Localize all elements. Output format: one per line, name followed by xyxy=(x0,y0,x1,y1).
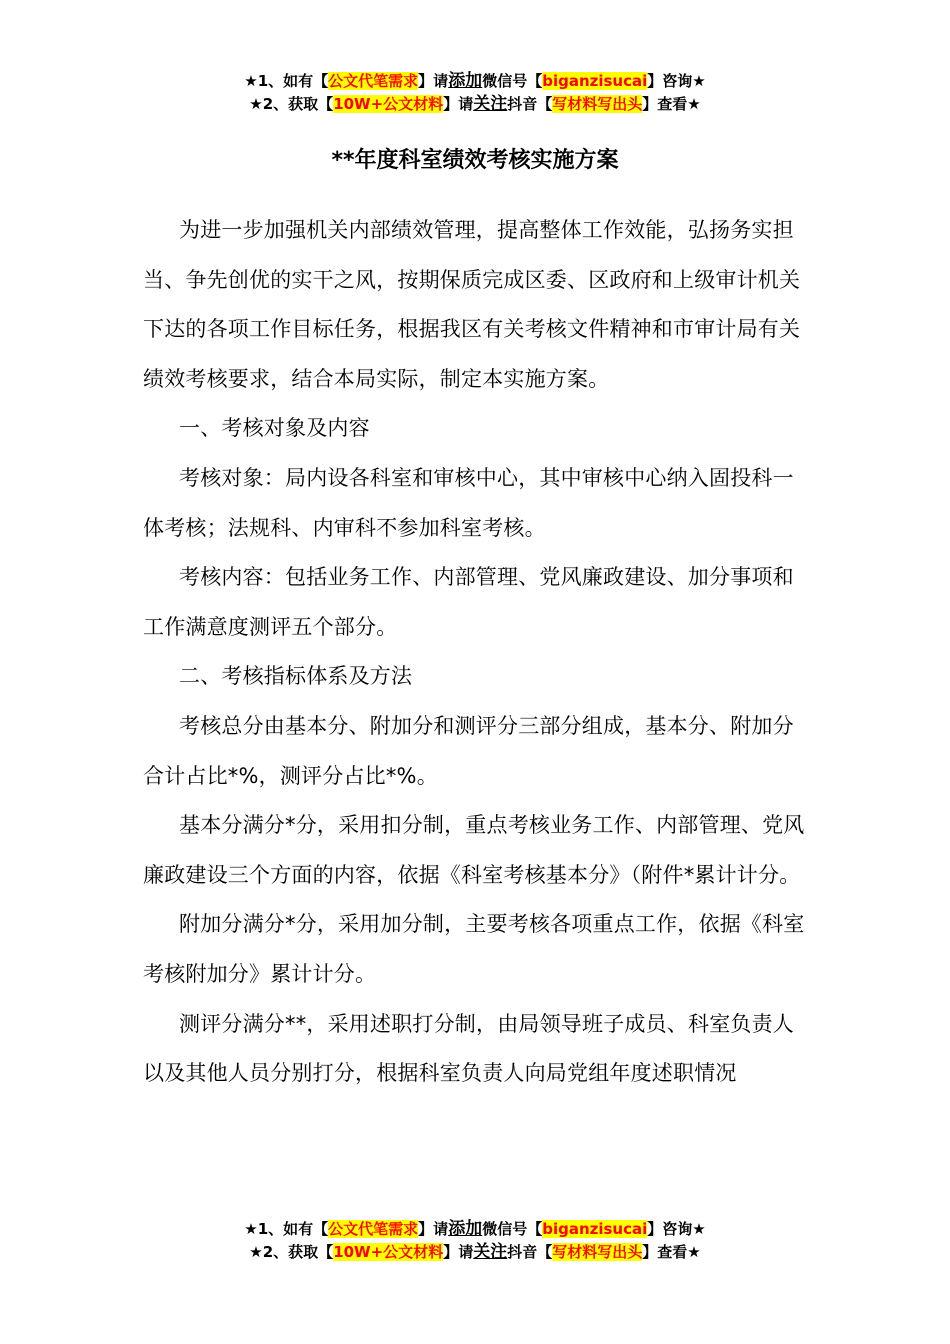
paragraph: 附加分满分*分，采用加分制，主要考核各项重点工作，依据《科室考核附加分》累计计分。 xyxy=(143,912,805,986)
document-body xyxy=(143,206,807,1099)
highlight-text: 10W+公文材料 xyxy=(333,1243,444,1261)
banner-line-2: ★2、获取【10W+公文材料】请关注抖音【写材料写出头】查看★ xyxy=(249,94,701,114)
highlight-text: 公文代笔需求 xyxy=(328,72,419,90)
paragraph: 考核内容：包括业务工作、内部管理、党风廉政建设、加分事项和工作满意度测评五个部分。 xyxy=(143,565,794,639)
wechat-id: biganzisucai xyxy=(542,1220,648,1238)
highlight-text: 公文代笔需求 xyxy=(328,1220,419,1238)
banner-line-1: ★1、如有【公文代笔需求】请添加微信号【biganzisucai】咨询★ xyxy=(244,71,706,91)
section-heading: 二、考核指标体系及方法 xyxy=(179,664,413,689)
bottom-banner xyxy=(0,1218,950,1264)
highlight-text: 10W+公文材料 xyxy=(333,95,444,113)
paragraph: 测评分满分**，采用述职打分制，由局领导班子成员、科室负责人以及其他人员分别打分，根据科室负责人向局党组年度述职情况 xyxy=(143,1011,794,1086)
paragraph: 为进一步加强机关内部绩效管理，提高整体工作效能，弘扬务实担当、争先创优的实干之风，按期保质完成区委、区政府和上级审计机关下达的各项工作目标任务，根据我区有关考核文件精神和市审计局有关绩效考核要求，结合本局实际，制定本实施方案。 xyxy=(143,218,801,391)
document-title: **年度科室绩效考核实施方案 xyxy=(331,148,619,173)
banner-line-1: ★1、如有【公文代笔需求】请添加微信号【biganzisucai】咨询★ xyxy=(244,1219,706,1239)
paragraph: 考核对象：局内设各科室和审核中心，其中审核中心纳入固投科一体考核；法规科、内审科不参加科室考核。 xyxy=(143,465,794,540)
top-banner xyxy=(0,70,950,116)
banner-line-2: ★2、获取【10W+公文材料】请关注抖音【写材料写出头】查看★ xyxy=(249,1242,701,1262)
paragraph: 考核总分由基本分、附加分和测评分三部分组成，基本分、附加分合计占比*%，测评分占比*%。 xyxy=(143,713,794,788)
section-heading: 一、考核对象及内容 xyxy=(179,416,370,441)
paragraph: 基本分满分*分，采用扣分制，重点考核业务工作、内部管理、党风廉政建设三个方面的内容，依据《科室考核基本分》（附件*累计计分。 xyxy=(143,813,805,887)
douyin-account: 写材料写出头 xyxy=(552,1243,643,1261)
douyin-account: 写材料写出头 xyxy=(552,95,643,113)
wechat-id: biganzisucai xyxy=(542,72,648,90)
